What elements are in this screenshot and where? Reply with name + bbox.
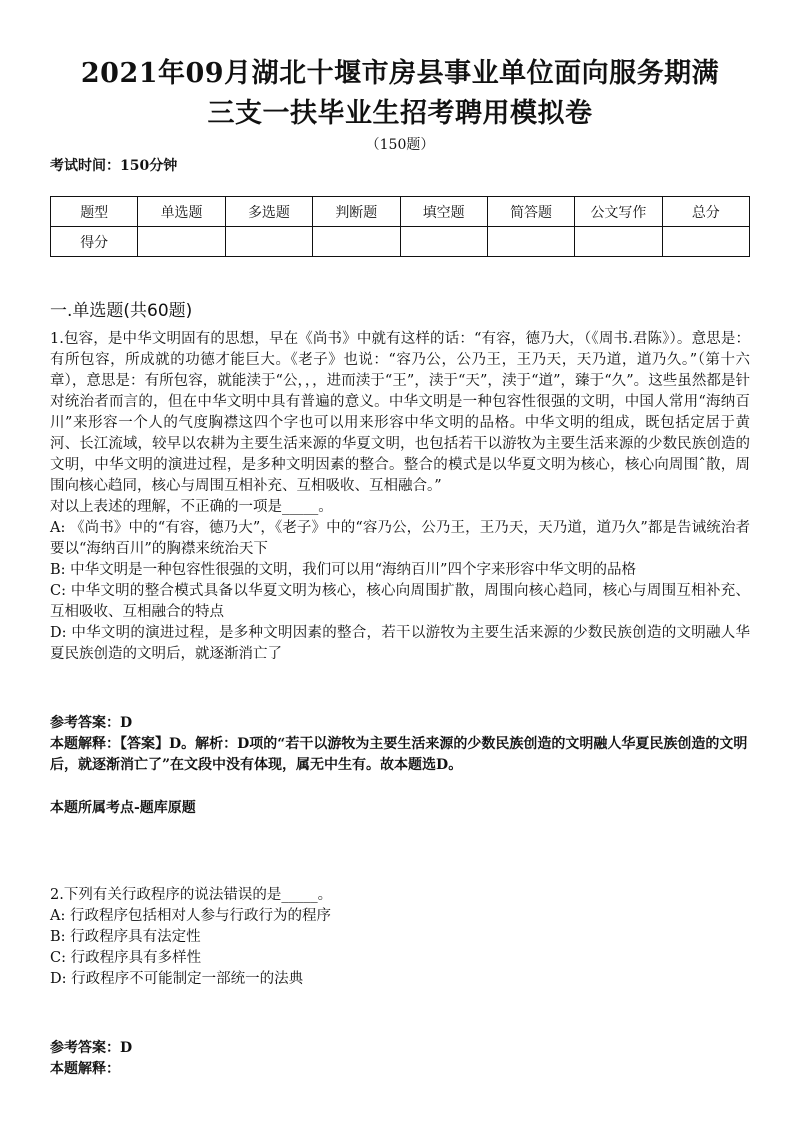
score-table-header-cell: 判断题 (313, 197, 400, 227)
score-table-cell (313, 227, 400, 257)
score-table-header-cell: 题型 (51, 197, 138, 227)
question-source-tag: 本题所属考点-题库原题 (50, 800, 196, 816)
score-table-cell (400, 227, 487, 257)
score-table-cell (662, 227, 749, 257)
section-title: 一.单选题(共60题) (50, 301, 193, 321)
option-b: B: 中华文明是一种包容性很强的文明，我们可以用“海纳百川”四个字来形容中华文明的品格 (50, 562, 636, 578)
option-c: C: 中华文明的整合模式具备以华夏文明为核心，核心向周围扩散，周围向核心趋同，核心与周围互相补充、互相吸收、互相融合的特点 (50, 583, 750, 620)
question-count: （150题） (365, 137, 435, 153)
score-table-header-cell: 单选题 (138, 197, 225, 227)
score-table-cell (575, 227, 662, 257)
question-text: 2.下列有关行政程序的说法错误的是_____。 (50, 887, 333, 903)
question-text: 1.包容，是中华文明固有的思想，早在《尚书》中就有这样的话：“有容，德乃大，（《周书.君陈》）。意思是：有所包容，所成就的功德才能巨大。《老子》也说：“容乃公，公乃王，王乃天，天乃道，道乃久。”（第十六章），意思是：有所包容，就能渎于“公，，，进而渎于“王”，渎于“天”，渎于“道”，臻于“久”。这些虽然都是针对统治者而言的，但在中华文明中具有普遍的意义。中华文明是一种包容性很强的文明，中国人常用“海纳百川”来形容一个人的气度胸襟这四个字也可以用来形容中华文明的品格。中华文明的组成，既包括定居于黄河、长江流域，较早以农耕为主要生活来源的华夏文明，也包括若干以游牧为主要生活来源的少数民族创造的文明，中华文明的演进过程，是多种文明因素的整合。整合的模式是以华夏文明为核心，核心向周围ˆ散，周围向核心趋同，核心与周围互相补充、互相吸收、互相融合。” (50, 331, 750, 494)
score-table-header-row (51, 197, 750, 227)
answer-explanation: 本题解释：【答案】D。解析：D项的“若干以游牧为主要生活来源的少数民族创造的文明融人华夏民族创造的文明后，就逐渐消亡了”在文段中没有体现，属无中生有。故本题选D。 (50, 736, 748, 773)
title-line-1: 2021年09月湖北十堰市房县事业单位面向服务期满 (80, 58, 720, 89)
score-table-cell (225, 227, 312, 257)
exam-time: 考试时间：150分钟 (50, 158, 178, 174)
option-a: A: 行政程序包括相对人参与行政行为的程序 (50, 908, 331, 924)
reference-answer: 参考答案：D (50, 715, 133, 731)
answer-explanation: 本题解释： (50, 1061, 120, 1077)
option-d: D: 行政程序不可能制定一部统一的法典 (50, 971, 304, 987)
question-1 (50, 329, 750, 819)
score-table-header-cell: 多选题 (225, 197, 312, 227)
score-table-header-cell: 公文写作 (575, 197, 662, 227)
reference-answer: 参考答案：D (50, 1040, 133, 1056)
document-title (50, 54, 750, 134)
score-table-cell (138, 227, 225, 257)
question-2 (50, 885, 750, 1080)
score-table-header-cell: 填空题 (400, 197, 487, 227)
score-table (50, 196, 750, 257)
option-d: D: 中华文明的演进过程，是多种文明因素的整合，若干以游牧为主要生活来源的少数民族创造的文明融人华夏民族创造的文明后，就逐渐消亡了 (50, 625, 750, 662)
title-line-2: 三支一扶毕业生招考聘用模拟卷 (207, 98, 593, 129)
score-table-header-cell: 简答题 (487, 197, 574, 227)
score-table-header-cell: 总分 (662, 197, 749, 227)
score-table-score-row (51, 227, 750, 257)
option-b: B: 行政程序具有法定性 (50, 929, 201, 945)
score-table-row-label: 得分 (51, 227, 138, 257)
option-c: C: 行政程序具有多样性 (50, 950, 202, 966)
question-prompt: 对以上表述的理解，不正确的一项是_____。 (50, 499, 333, 515)
score-table-cell (487, 227, 574, 257)
option-a: A: 《尚书》中的“有容，德乃大”，《老子》中的“容乃公，公乃王，王乃天，天乃道，道乃久”都是告诫统治者要以“海纳百川”的胸襟来统治天下 (50, 520, 750, 557)
